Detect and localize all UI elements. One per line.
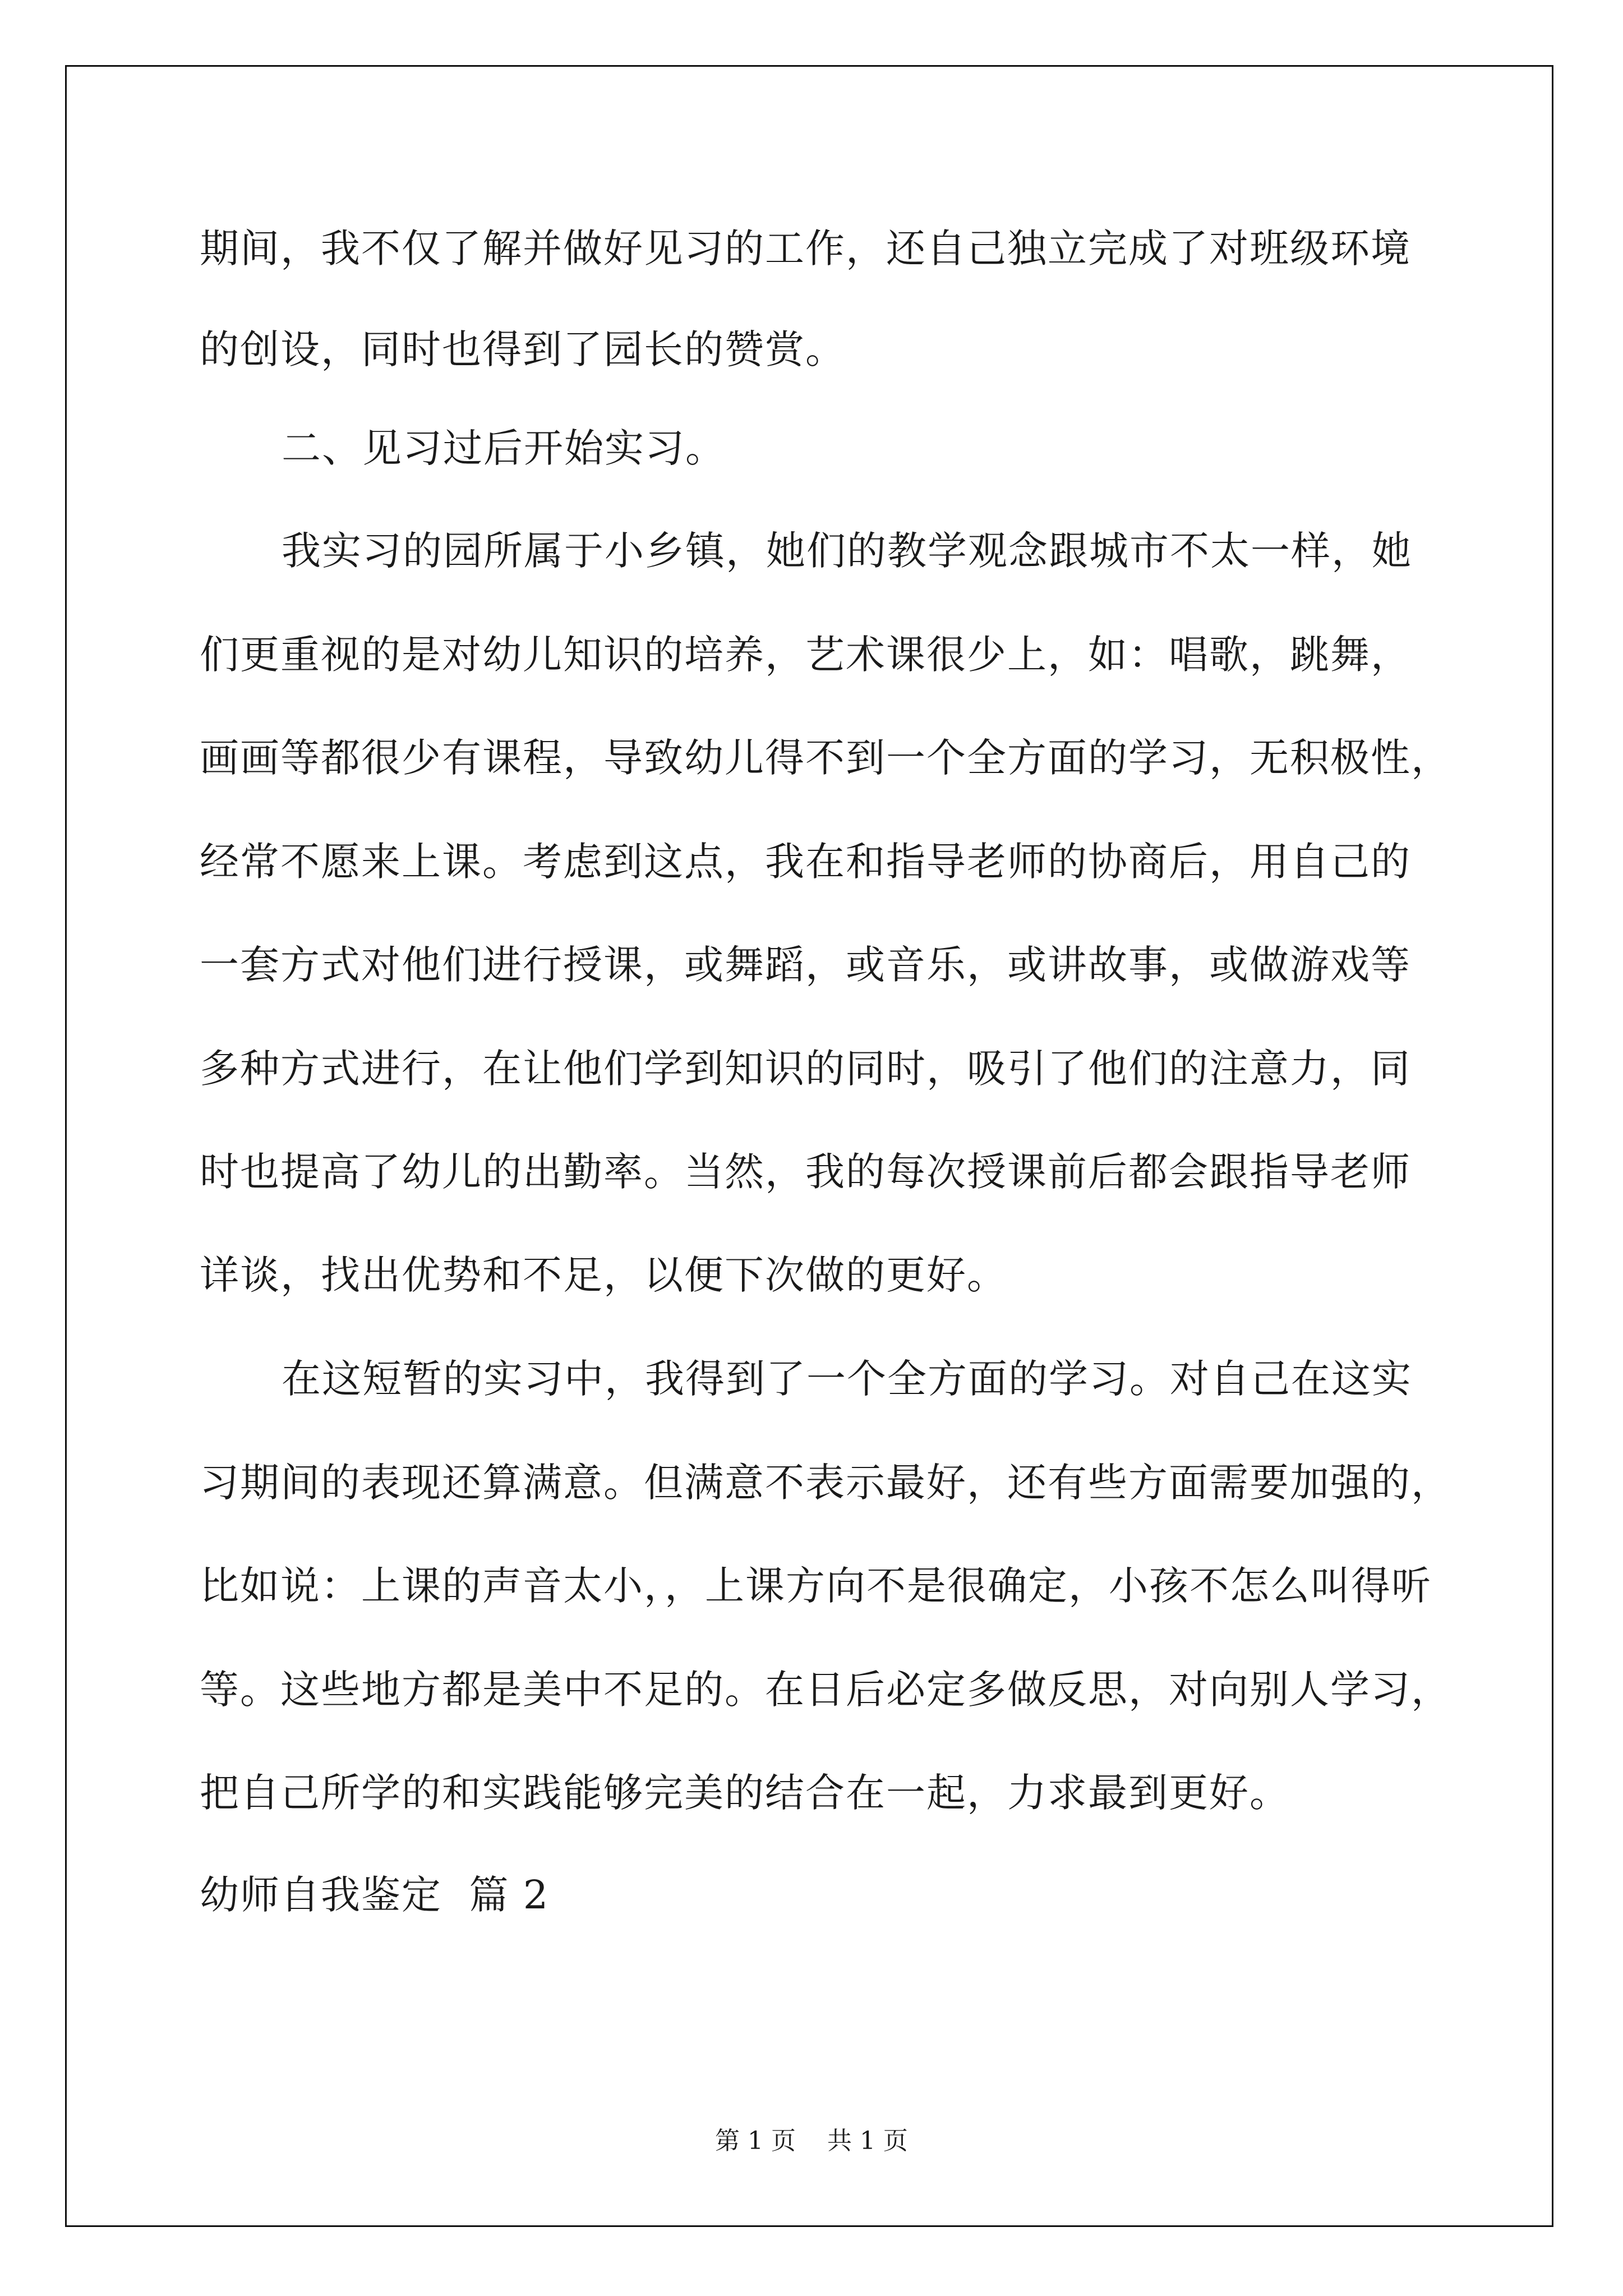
body-line-15: 等。这些地方都是美中不足的。在日后必定多做反思，对向别人学习， — [200, 1667, 1451, 1713]
body-line-8: 一套方式对他们进行授课，或舞蹈，或音乐，或讲故事，或做游戏等 — [200, 942, 1411, 988]
body-line-12: 在这短暂的实习中，我得到了一个全方面的学习。对自己在这实 — [282, 1356, 1412, 1402]
body-line-1: 期间，我不仅了解并做好见习的工作，还自己独立完成了对班级环境 — [200, 226, 1411, 272]
body-line-14: 比如说：上课的声音太小，，上课方向不是很确定，小孩不怎么叫得听 — [200, 1563, 1432, 1609]
body-line-6: 画画等都很少有课程，导致幼儿得不到一个全方面的学习，无积极性， — [200, 735, 1451, 781]
section-title: 幼师自我鉴定 篇 2 — [200, 1872, 550, 1918]
body-line-9: 多种方式进行，在让他们学到知识的同时，吸引了他们的注意力，同 — [200, 1046, 1411, 1092]
body-line-11: 详谈，找出优势和不足，以便下次做的更好。 — [200, 1252, 1007, 1298]
body-line-13: 习期间的表现还算满意。但满意不表示最好，还有些方面需要加强的， — [200, 1460, 1451, 1506]
section-heading-2: 二、见习过后开始实习。 — [282, 425, 726, 471]
body-line-2: 的创设，同时也得到了园长的赞赏。 — [200, 326, 846, 372]
body-line-10: 时也提高了幼儿的出勤率。当然，我的每次授课前后都会跟指导老师 — [200, 1149, 1411, 1195]
body-line-5: 们更重视的是对幼儿知识的培养，艺术课很少上，如：唱歌，跳舞， — [200, 632, 1411, 678]
body-line-7: 经常不愿来上课。考虑到这点，我在和指导老师的协商后，用自己的 — [200, 839, 1411, 885]
body-line-16: 把自己所学的和实践能够完美的结合在一起，力求最到更好。 — [200, 1770, 1290, 1816]
page-footer: 第 1 页 共 1 页 — [715, 2127, 908, 2155]
body-line-4: 我实习的园所属于小乡镇，她们的教学观念跟城市不太一样，她 — [282, 528, 1412, 574]
